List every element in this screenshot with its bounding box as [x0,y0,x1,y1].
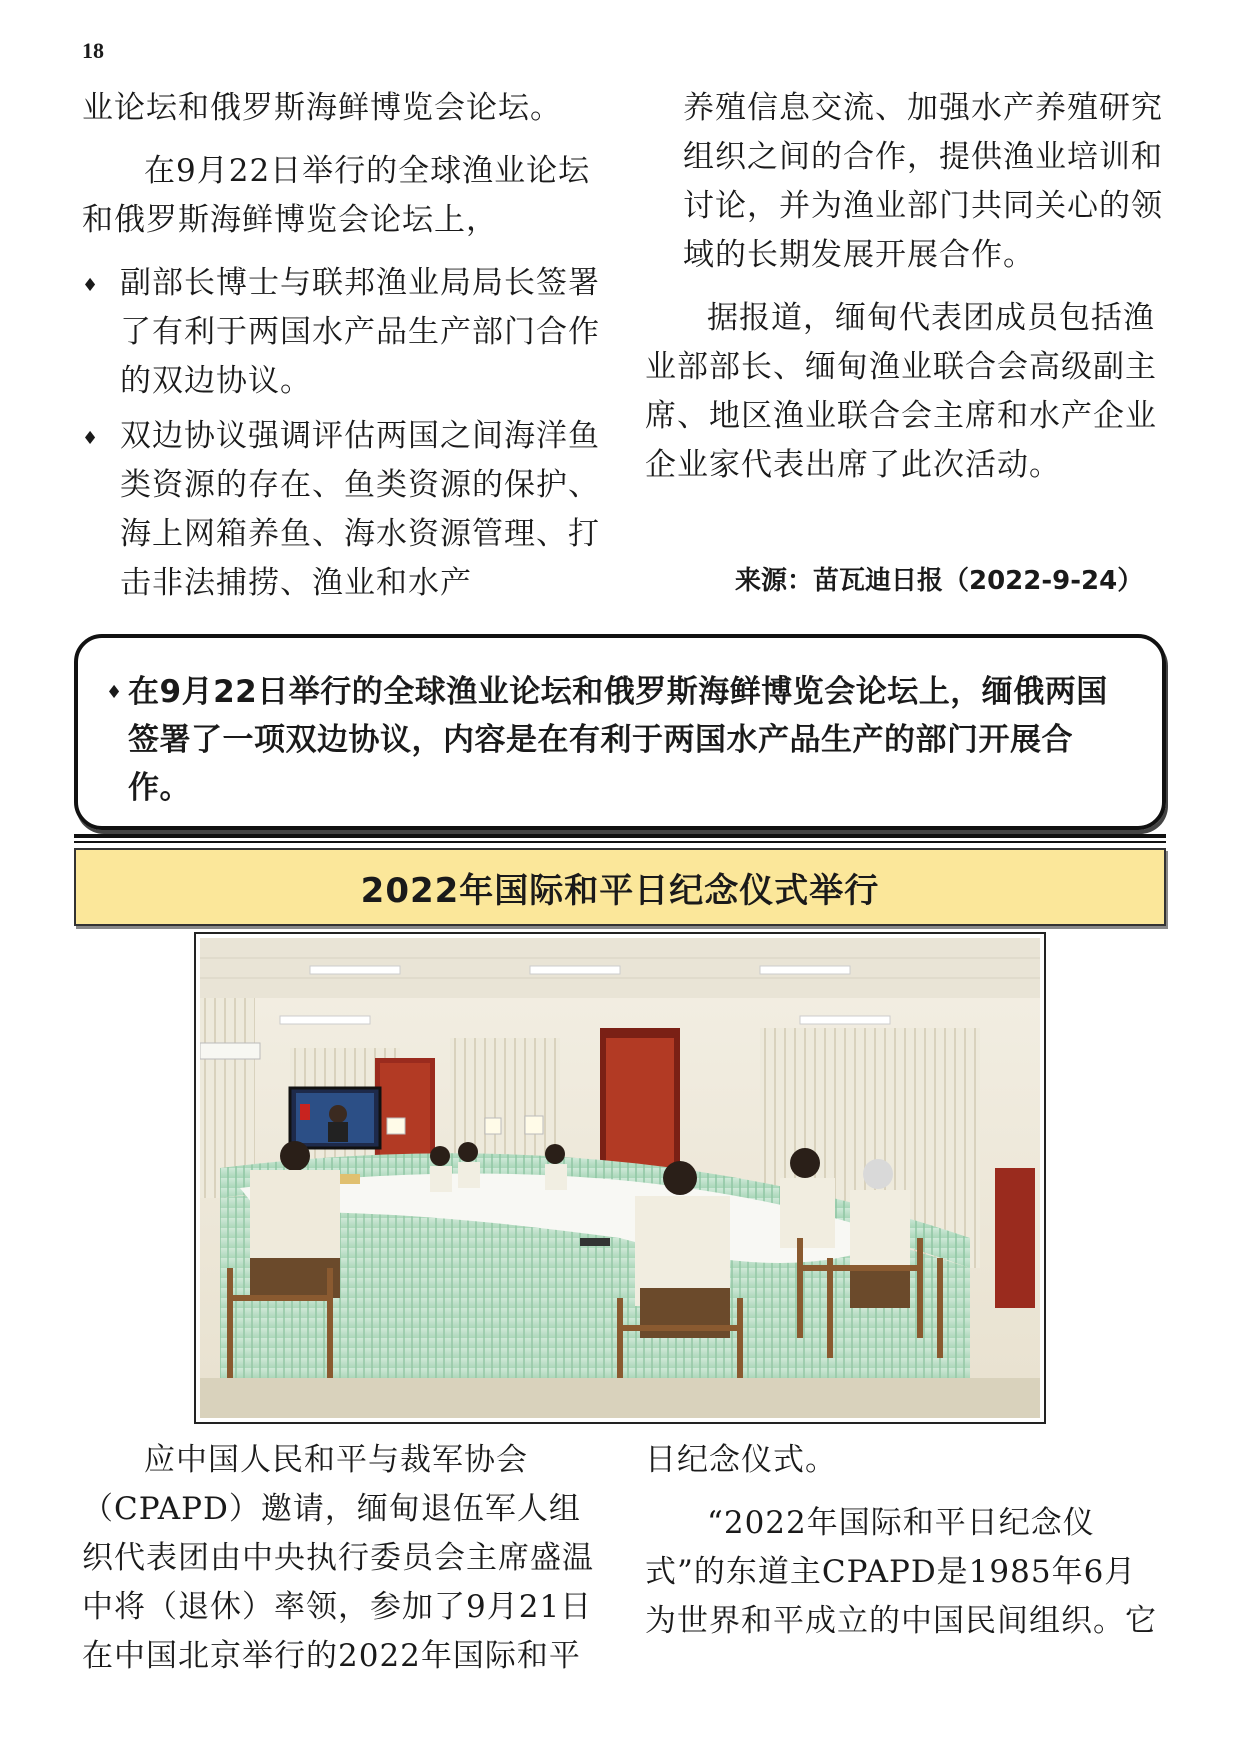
summary-text: 在9月22日举行的全球渔业论坛和俄罗斯海鲜博览会论坛上，缅俄两国签署了一项双边协议，内容是在有利于两国水产品生产的部门开展合作。 [128,674,1108,806]
article-title: 2022年国际和平日纪念仪式举行 [360,870,880,911]
section-divider [74,834,1166,838]
bullet-text: 双边协议强调评估两国之间海洋鱼类资源的存在、鱼类资源的保护、海上网箱养鱼、海水资源管理、打击非法捕捞、渔业和水产 [120,418,600,601]
diamond-bullet-icon: ♦ [82,428,100,449]
bullet-item [82,259,607,406]
diamond-bullet-icon: ♦ [106,682,123,703]
summary-box [74,634,1166,830]
article-left-column-top [82,84,607,614]
paragraph: 养殖信息交流、加强水产养殖研究组织之间的合作，提供渔业培训和讨论，并为渔业部门共同关心的领域的长期发展开展合作。 [683,90,1163,273]
article-left-column-bottom [82,1436,607,1695]
bullet-item [82,412,607,608]
paragraph: “2022年国际和平日纪念仪式”的东道主CPAPD是1985年6月为世界和平成立的中国民间组织。它 [645,1505,1157,1639]
article-photo [194,932,1046,1424]
article-right-column-bottom [645,1436,1165,1660]
paragraph: 日纪念仪式。 [645,1442,837,1478]
article-title-banner [74,848,1166,926]
article-right-column-top [645,84,1165,504]
diamond-bullet-icon: ♦ [82,275,100,296]
paragraph: 据报道，缅甸代表团成员包括渔业部部长、缅甸渔业联合会高级副主席、地区渔业联合会主席和水产企业企业家代表出席了此次活动。 [645,300,1157,483]
section-divider [74,841,1166,843]
bullet-text: 副部长博士与联邦渔业局局长签署了有利于两国水产品生产部门合作的双边协议。 [120,265,600,399]
paragraph: 应中国人民和平与裁军协会（CPAPD）邀请，缅甸退伍军人组织代表团由中央执行委员会主席盛温中将（退休）率领，参加了9月21日在中国北京举行的2022年国际和平 [82,1442,594,1674]
meeting-room-photo [200,938,1040,1418]
source-citation: 来源：苗瓦迪日报（2022-9-24） [735,566,1144,596]
page-number: 18 [82,38,104,63]
paragraph: 在9月22日举行的全球渔业论坛和俄罗斯海鲜博览会论坛上， [82,153,591,238]
paragraph: 业论坛和俄罗斯海鲜博览会论坛。 [82,90,562,126]
